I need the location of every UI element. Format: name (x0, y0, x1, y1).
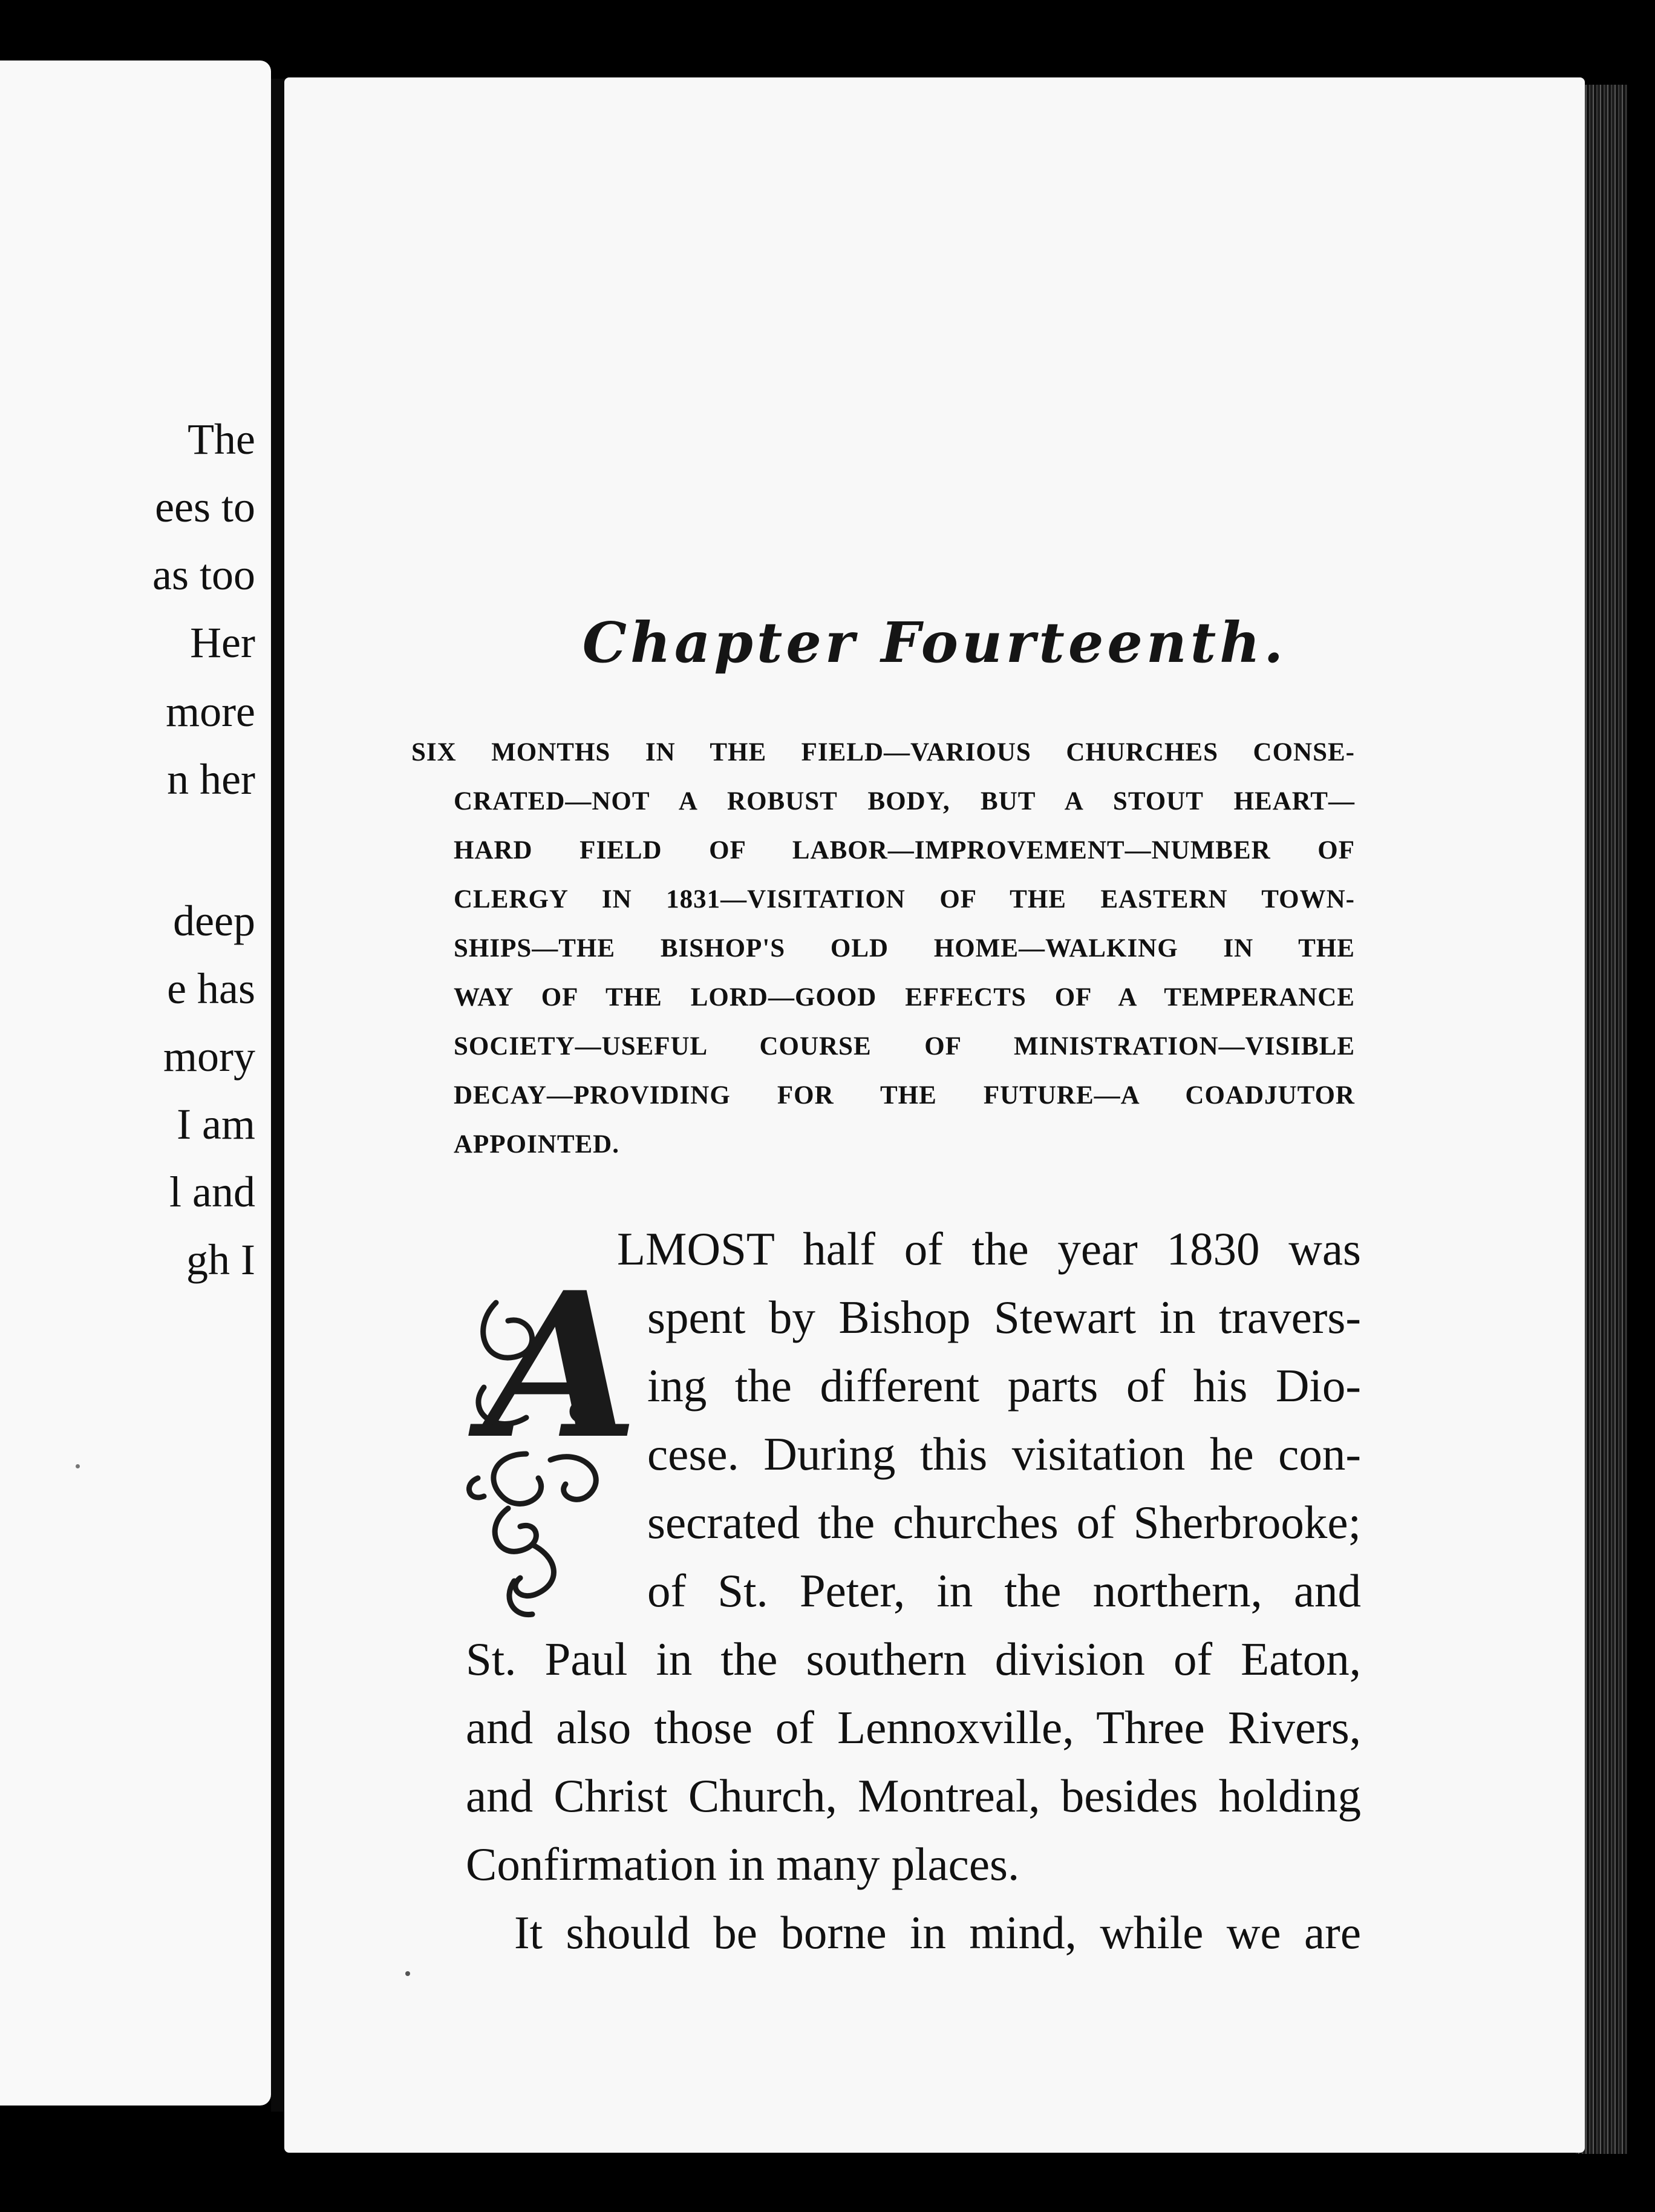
synopsis-line: CRATED—NOT A ROBUST BODY, BUT A STOUT HEART— (454, 787, 1355, 816)
synopsis-line: HARD FIELD OF LABOR—IMPROVEMENT—NUMBER OF (454, 836, 1355, 865)
body-line: ing the different parts of his Dio- (647, 1360, 1361, 1412)
chapter-title: Chapter Fourteenth. (582, 610, 1287, 675)
left-page-line: l and (169, 1168, 255, 1216)
chapter-synopsis (411, 728, 1355, 1169)
left-page-line: more (166, 687, 255, 736)
body-line: cese. During this visitation he con- (647, 1428, 1361, 1480)
body-line: and also those of Lennoxville, Three Rivers, (466, 1701, 1361, 1753)
left-page-line: n her (167, 755, 255, 803)
paper-speck (405, 1971, 410, 1976)
synopsis-line: SIX MONTHS IN THE FIELD—VARIOUS CHURCHES CONSE- (411, 738, 1355, 767)
left-page-line: Her (190, 618, 255, 667)
body-line: Confirmation in many places. (466, 1838, 1020, 1890)
left-page-line: ees to (155, 483, 255, 531)
left-page-line: gh I (186, 1235, 255, 1284)
synopsis-line: DECAY—PROVIDING FOR THE FUTURE—A COADJUTOR (454, 1081, 1355, 1110)
left-page-line: as too (152, 551, 255, 599)
body-line: LMOST half of the year 1830 was (617, 1223, 1361, 1275)
body-line: secrated the churches of Sherbrooke; (647, 1496, 1361, 1548)
synopsis-line: APPOINTED. (454, 1130, 619, 1159)
body-line: and Christ Church, Montreal, besides holding (466, 1770, 1361, 1822)
left-page (0, 61, 271, 2106)
paper-speck (76, 1464, 80, 1468)
synopsis-line: SOCIETY—USEFUL COURSE OF MINISTRATION—VISIBLE (454, 1032, 1355, 1061)
body-line: of St. Peter, in the northern, and (647, 1565, 1361, 1617)
synopsis-line: WAY OF THE LORD—GOOD EFFECTS OF A TEMPERANCE (454, 983, 1355, 1012)
body-text (466, 1215, 1361, 1967)
body-line: St. Paul in the southern division of Eaton, (466, 1633, 1361, 1685)
left-page-line: e has (167, 964, 255, 1013)
body-line: spent by Bishop Stewart in travers- (647, 1291, 1361, 1343)
synopsis-line: SHIPS—THE BISHOP'S OLD HOME—WALKING IN THE (454, 934, 1355, 963)
body-line: It should be borne in mind, while we are (514, 1906, 1361, 1958)
left-page-line: deep (173, 897, 255, 945)
left-page-line: The (188, 415, 255, 463)
left-page-line: I am (177, 1100, 255, 1148)
synopsis-line: CLERGY IN 1831—VISITATION OF THE EASTERN TOWN- (454, 885, 1355, 914)
drop-cap-letter: A (484, 1248, 639, 1483)
left-page-line: mory (163, 1032, 255, 1081)
right-page (284, 77, 1585, 2153)
